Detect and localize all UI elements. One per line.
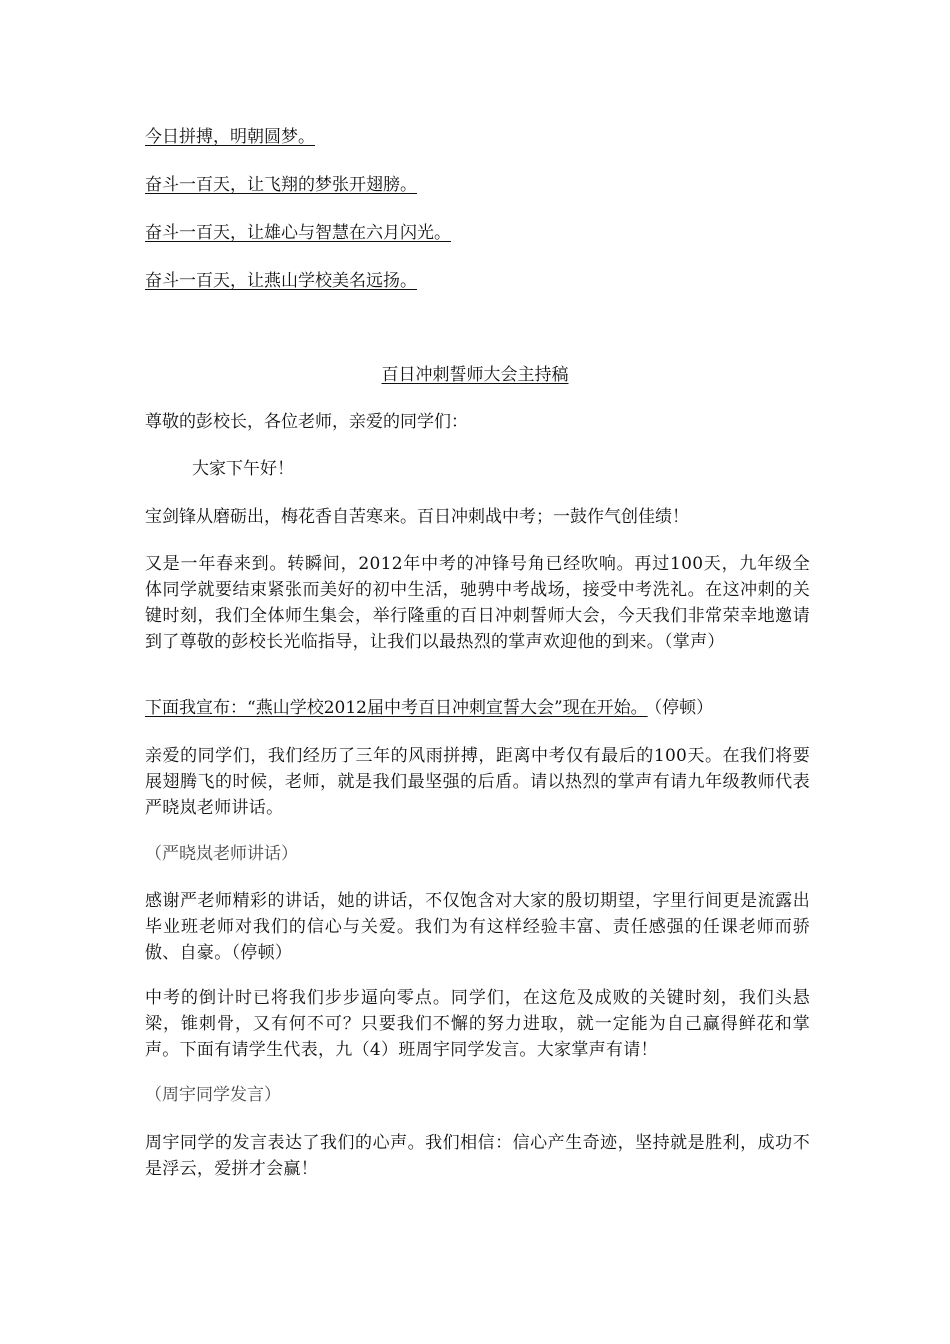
announcement-pause: （停顿） (653, 698, 714, 718)
slogan-line-1 (145, 124, 321, 150)
stage-direction-teacher: （严晓岚老师讲话） (145, 844, 298, 864)
slogan-line-4 (145, 268, 423, 294)
slogan-text-4: 奋斗一百天，让燕山学校美名远扬。 (145, 271, 417, 291)
document-title-text: 百日冲刺誓师大会主持稿 (381, 365, 569, 385)
announcement (145, 695, 713, 721)
slogan-text-1: 今日拼搏，明朝圆梦。 (145, 127, 315, 147)
hello-line: 大家下午好！ (192, 459, 294, 479)
greeting: 尊敬的彭校长，各位老师，亲爱的同学们： (145, 412, 468, 432)
stage-direction-student: （周宇同学发言） (145, 1085, 281, 1105)
document-title (0, 362, 950, 388)
paragraph-opening-couplet: 宝剑锋从磨砺出，梅花香自苦寒来。百日冲刺战中考；一鼓作气创佳绩！ (145, 507, 689, 527)
paragraph-student-intro: 中考的倒计时已将我们步步逼向零点。同学们，在这危及成败的关键时刻，我们头悬梁，锥刺骨，又有何不可？只要我们不懈的努力进取，就一定能为自己赢得鲜花和掌声。下面有请学生代表，九（4）班周宇同学发言。大家掌声有请！ (145, 988, 810, 1060)
paragraph-closing: 周宇同学的发言表达了我们的心声。我们相信：信心产生奇迹，坚持就是胜利，成功不是浮云，爱拼才会赢！ (145, 1133, 810, 1179)
paragraph-thanks-teacher: 感谢严老师精彩的讲话，她的讲话，不仅饱含对大家的殷切期望，字里行间更是流露出毕业班老师对我们的信心与关爱。我们为有这样经验丰富、责任感强的任课老师而骄傲、自豪。（停顿） (145, 891, 810, 963)
paragraph-intro: 又是一年春来到。转瞬间，2012年中考的冲锋号角已经吹响。再过100天，九年级全体同学就要结束紧张而美好的初中生活，驰骋中考战场，接受中考洗礼。在这冲刺的关键时刻，我们全体师生集会，举行隆重的百日冲刺誓师大会，今天我们非常荣幸地邀请到了尊敬的彭校长光临指导，让我们以最热烈的掌声欢迎他的到来。（掌声） (145, 554, 810, 652)
slogan-text-2: 奋斗一百天，让飞翔的梦张开翅膀。 (145, 175, 417, 195)
slogan-line-3 (145, 220, 457, 246)
slogan-line-2 (145, 172, 423, 198)
slogan-text-3: 奋斗一百天，让雄心与智慧在六月闪光。 (145, 223, 451, 243)
announcement-text: 下面我宣布：“燕山学校2012届中考百日冲刺宣誓大会”现在开始。 (145, 698, 648, 718)
paragraph-teacher-intro: 亲爱的同学们，我们经历了三年的风雨拼搏，距离中考仅有最后的100天。在我们将要展翅腾飞的时候，老师，就是我们最坚强的后盾。请以热烈的掌声有请九年级教师代表严晓岚老师讲话。 (145, 746, 810, 818)
